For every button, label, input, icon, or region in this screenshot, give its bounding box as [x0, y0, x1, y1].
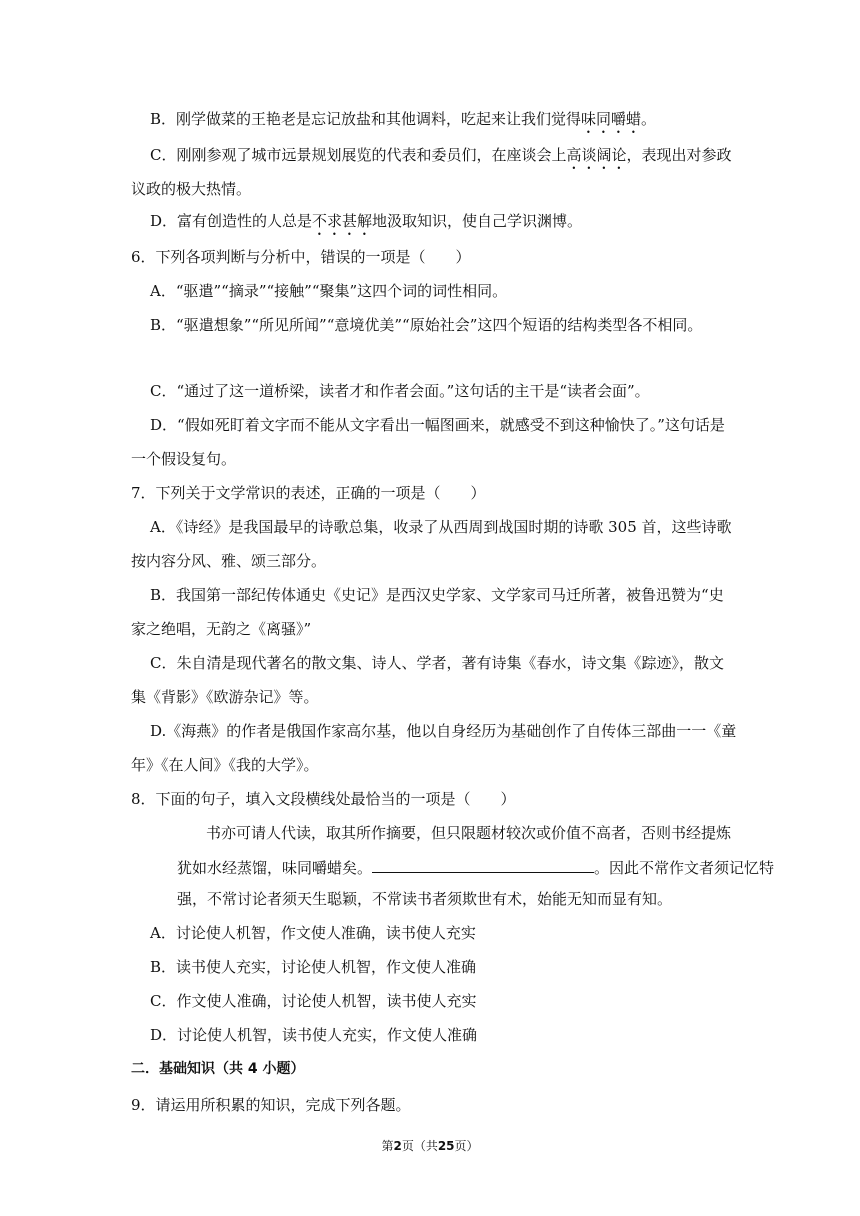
- q8-stem: 8．下面的句子，填入文段横线处最恰当的一项是（ ）: [131, 790, 516, 808]
- q5-option-b: B．刚学做菜的王艳老是忘记放盐和其他调料，吃起来让我们觉得味同嚼蜡。: [150, 110, 657, 128]
- q8-passage-line3: 强，不常讨论者须天生聪颖，不常读书者须欺世有术，始能无知而显有知。: [177, 890, 673, 908]
- q6-option-c: C．“通过了这一道桥梁，读者才和作者会面。”这句话的主干是“读者会面”。: [150, 382, 650, 400]
- q7-option-c-line2: 集《背影》《欧游杂记》等。: [131, 688, 319, 706]
- q7-option-b-line2: 家之绝唱，无韵之《离骚》”: [131, 620, 312, 638]
- q7-option-d-line2: 年》《在人间》《我的大学》。: [131, 756, 319, 774]
- emphasized-phrase: 不求甚解: [312, 212, 373, 230]
- q7-stem: 7．下列关于文学常识的表述，正确的一项是（ ）: [131, 484, 486, 502]
- q5-option-c-line2: 议政的极大热情。: [131, 180, 252, 198]
- q7-option-c-line1: C．朱自清是现代著名的散文集、诗人、学者，著有诗集《春水，诗文集《踪迹》，散文: [150, 654, 724, 672]
- q6-option-a: A．“驱遣”“摘录”“接触”“聚集”这四个词的词性相同。: [150, 282, 508, 300]
- q7-option-d-line1: D.《海燕》的作者是俄国作家高尔基，他以自身经历为基础创作了自传体三部曲一一《童: [150, 722, 737, 740]
- q8-passage-line2: 犹如水经蒸馏，味同嚼蜡矣。 。因此不常作文者须记忆特: [177, 859, 775, 877]
- q5-option-c-line1: C．刚刚参观了城市远景规划展览的代表和委员们，在座谈会上高谈阔论，表现出对参政: [150, 146, 732, 164]
- page-total: 25: [437, 1139, 455, 1153]
- q9-stem: 9．请运用所积累的知识，完成下列各题。: [131, 1096, 411, 1114]
- q8-option-a: A．讨论使人机智，作文使人准确，读书使人充实: [150, 924, 476, 942]
- fill-in-blank: [372, 857, 594, 873]
- q6-option-d-line1: D．“假如死盯着文字而不能从文字看出一幅图画来，就感受不到这种愉快了。”这句话是: [150, 416, 725, 434]
- q7-option-a-line1: A．《诗经》是我国最早的诗歌总集，收录了从西周到战国时期的诗歌 305 首，这些诗歌: [150, 518, 732, 536]
- q6-option-b: B．“驱遣想象”“所见所闻”“意境优美”“原始社会”这四个短语的结构类型各不相同。: [150, 316, 703, 334]
- q6-stem: 6．下列各项判断与分析中，错误的一项是（ ）: [131, 248, 471, 266]
- section-heading: 二．基础知识（共 4 小题）: [131, 1061, 305, 1077]
- q8-option-b: B．读书使人充实，讨论使人机智，作文使人准确: [150, 958, 477, 976]
- q8-option-d: D．讨论使人机智，读书使人充实，作文使人准确: [150, 1026, 478, 1044]
- q7-option-b-line1: B．我国第一部纪传体通史《史记》是西汉史学家、文学家司马迁所著，被鲁迅赞为“史: [150, 586, 724, 604]
- q7-option-a-line2: 按内容分风、雅、颂三部分。: [131, 552, 327, 570]
- emphasized-phrase: 高谈阔论: [566, 146, 627, 164]
- q8-option-c: C．作文使人准确，讨论使人机智，读书使人充实: [150, 992, 477, 1010]
- emphasized-phrase: 味同嚼蜡: [581, 110, 642, 128]
- q5-option-d: D．富有创造性的人总是不求甚解地汲取知识，使自己学识渊博。: [150, 212, 583, 230]
- page-footer: 第2页（共25页）: [381, 1139, 479, 1153]
- q6-option-d-line2: 一个假设复句。: [131, 450, 237, 468]
- page-number: 2: [393, 1139, 402, 1153]
- q8-passage-line1: 书亦可请人代读，取其所作摘要，但只限题材较次或价值不高者，否则书经提炼: [206, 824, 732, 842]
